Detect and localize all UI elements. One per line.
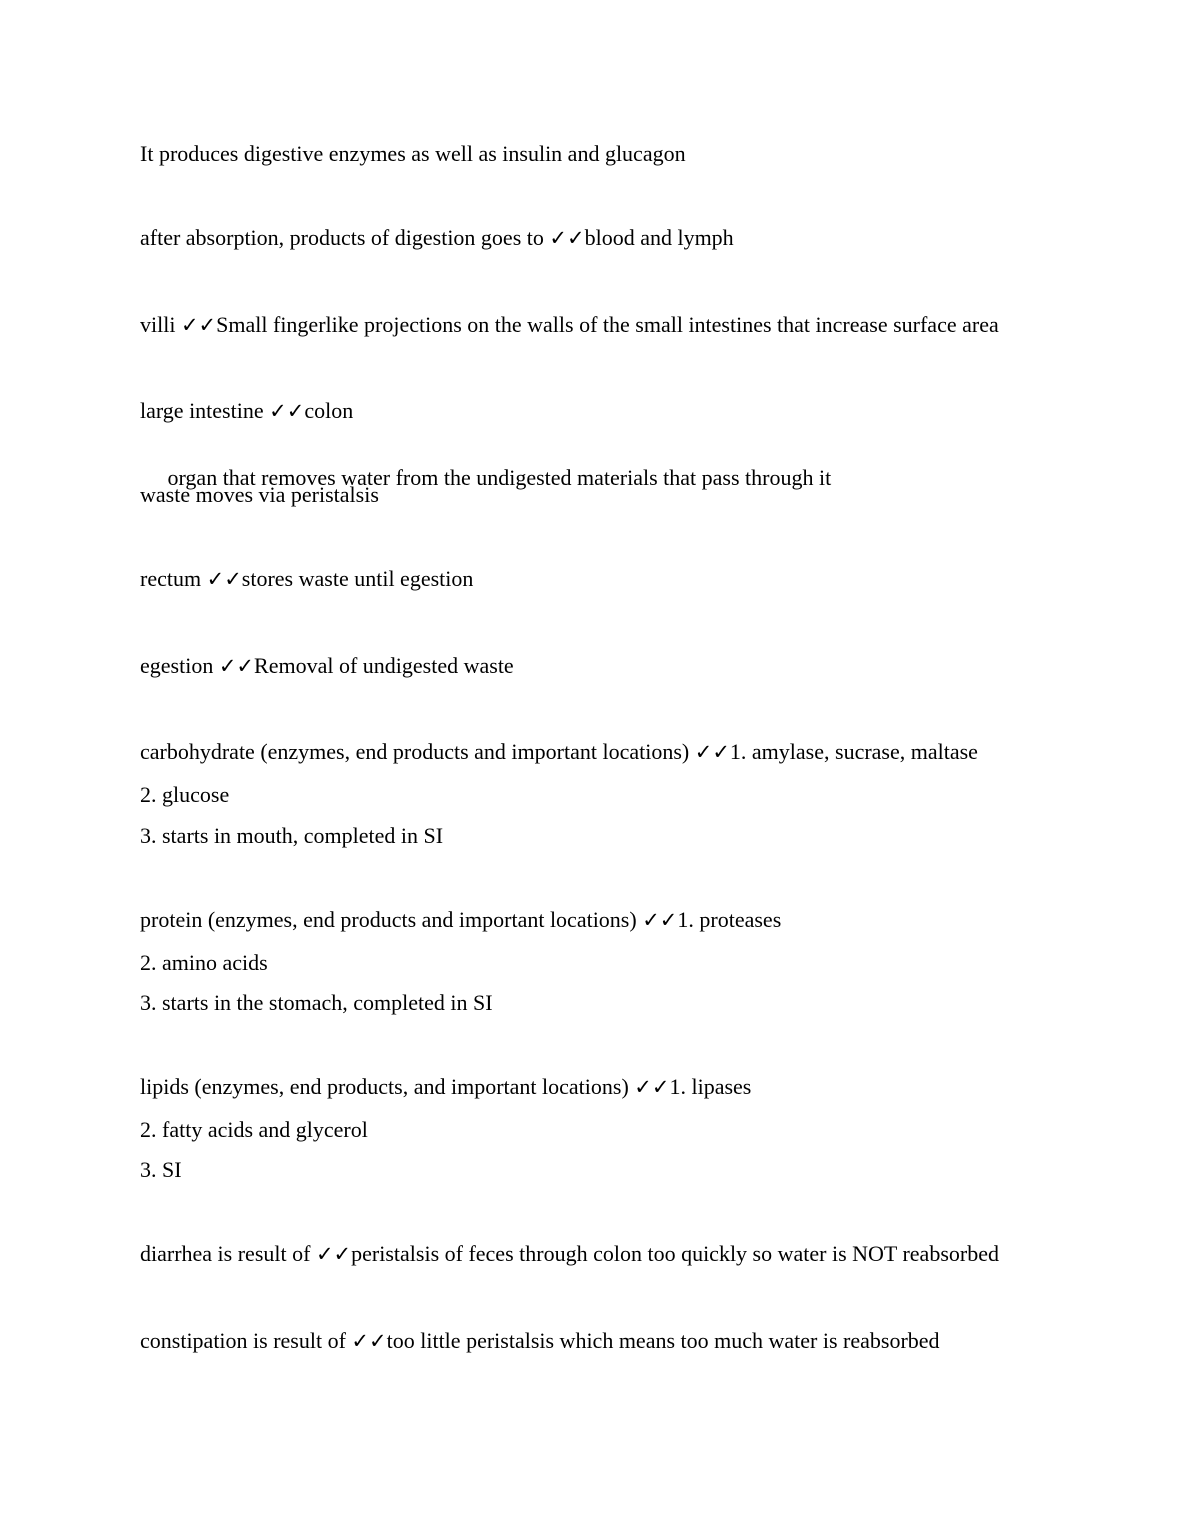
entry-lipids-line-2 [140, 1118, 368, 1142]
entry-definition: 1. lipases [669, 1074, 752, 1099]
entry-term: rectum [140, 566, 207, 591]
check-icon: ✓✓ [206, 567, 242, 591]
entry-definition: waste moves via peristalsis [140, 482, 379, 507]
entry-term: constipation is result of [140, 1328, 352, 1353]
entry-carbohydrate-line-2 [140, 783, 229, 807]
entry-term: protein (enzymes, end products and important locations) [140, 907, 643, 932]
check-icon: ✓✓ [269, 399, 305, 423]
check-icon: ✓✓ [180, 313, 217, 337]
entry-protein-line-3 [140, 991, 493, 1015]
check-icon: ✓✓ [315, 1242, 352, 1266]
entry-carbohydrate-line-3 [140, 824, 443, 848]
entry-definition: colon [304, 398, 354, 423]
check-icon: ✓✓ [634, 1075, 670, 1099]
entry-text: It produces digestive enzymes as well as insulin and glucagon [140, 141, 686, 166]
entry-definition: 1. amylase, sucrase, maltase [729, 739, 978, 764]
check-icon: ✓✓ [351, 1329, 387, 1353]
entry-large-intestine-line [140, 399, 353, 423]
entry-definition: too little peristalsis which means too much water is reabsorbed [386, 1328, 940, 1353]
entry-definition: Small fingerlike projections on the walls of the small intestines that increase surface area [216, 312, 999, 337]
entry-absorption-line [140, 226, 734, 250]
entry-term: villi [140, 312, 181, 337]
entry-large-intestine-line-3 [140, 483, 379, 507]
check-icon: ✓✓ [694, 740, 730, 764]
entry-term: large intestine [140, 398, 270, 423]
entry-term: egestion [140, 653, 219, 678]
entry-villi-line [140, 313, 999, 337]
entry-definition: Removal of undigested waste [254, 653, 514, 678]
entry-definition: 2. amino acids [140, 950, 268, 975]
entry-constipation-line [140, 1329, 940, 1353]
entry-definition: 2. fatty acids and glycerol [140, 1117, 368, 1142]
check-icon: ✓✓ [218, 654, 255, 678]
check-icon: ✓✓ [642, 908, 678, 932]
entry-term: lipids (enzymes, end products, and important locations) [140, 1074, 635, 1099]
check-icon: ✓✓ [549, 226, 585, 250]
entry-definition: blood and lymph [584, 225, 734, 250]
entry-definition: stores waste until egestion [241, 566, 474, 591]
entry-protein-line [140, 908, 781, 932]
entry-lipids-line-3 [140, 1158, 182, 1182]
entry-carbohydrate-line [140, 740, 978, 764]
entry-term: carbohydrate (enzymes, end products and important locations) [140, 739, 695, 764]
entry-definition: 3. starts in the stomach, completed in SI [140, 990, 493, 1015]
entry-definition: peristalsis of feces through colon too quickly so water is NOT reabsorbed [351, 1241, 999, 1266]
entry-diarrhea-line [140, 1242, 999, 1266]
entry-term: after absorption, products of digestion goes to [140, 225, 550, 250]
entry-pancreas-line [140, 142, 686, 166]
entry-definition: organ that removes water from the undigested materials that pass through it [162, 465, 832, 490]
entry-definition: 2. glucose [140, 782, 230, 807]
entry-term: diarrhea is result of [140, 1241, 316, 1266]
entry-definition: 3. starts in mouth, completed in SI [140, 823, 444, 848]
entry-protein-line-2 [140, 951, 268, 975]
entry-definition: 3. SI [140, 1157, 182, 1182]
entry-lipids-line [140, 1075, 751, 1099]
entry-definition: 1. proteases [677, 907, 782, 932]
entry-rectum-line [140, 567, 473, 591]
entry-egestion-line [140, 654, 514, 678]
